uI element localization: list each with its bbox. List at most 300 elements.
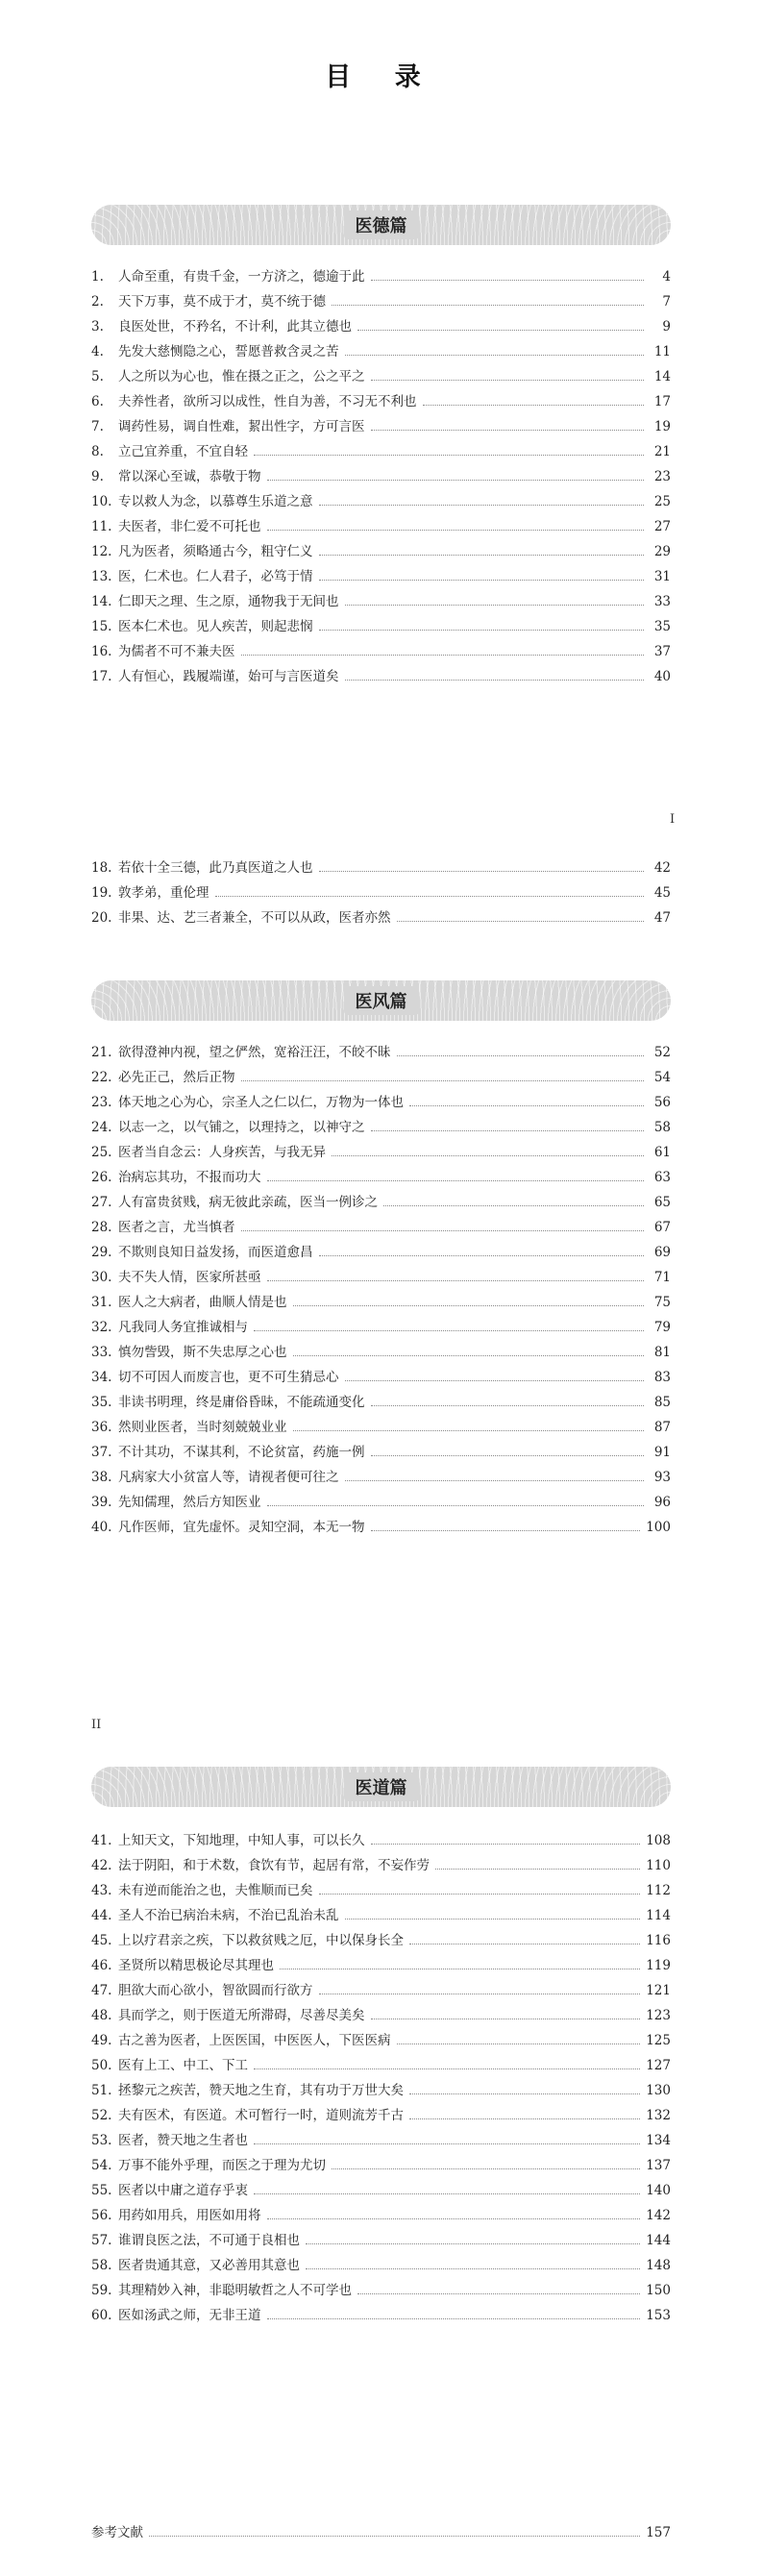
entry-number: 4. — [91, 344, 104, 359]
leader-dots — [267, 529, 645, 531]
references-label: 参考文献 — [91, 2525, 143, 2540]
toc-entry[interactable] — [91, 905, 671, 930]
entry-title: 医者，赞天地之生者也 — [118, 2133, 248, 2148]
entry-title: 胆欲大而心欲小，智欲圆而行欲方 — [118, 1983, 313, 1998]
toc-entry[interactable] — [91, 1390, 671, 1415]
entry-page: 144 — [646, 2233, 671, 2248]
entry-page: 79 — [653, 1320, 671, 1335]
entry-number: 39. — [91, 1495, 112, 1510]
leader-dots — [409, 2118, 640, 2119]
toc-entry[interactable] — [91, 2053, 671, 2078]
entry-title: 凡为医者，须略通古今，粗守仁义 — [118, 544, 313, 559]
section-heading: 医德篇 — [344, 211, 419, 239]
leader-dots — [254, 2192, 640, 2194]
entry-page: 33 — [653, 594, 671, 609]
entry-title: 不计其功，不谋其利，不论贫富，药施一例 — [118, 1445, 365, 1460]
toc-entry[interactable] — [91, 1065, 671, 1090]
toc-entry[interactable] — [91, 1040, 671, 1065]
section-heading: 医风篇 — [344, 986, 419, 1015]
entry-title: 法于阴阳，和于术数，食饮有节，起居有常，不妄作劳 — [118, 1858, 430, 1873]
entry-number: 52. — [91, 2108, 112, 2123]
entry-page: 134 — [646, 2133, 671, 2148]
toc-entry[interactable] — [91, 464, 671, 489]
leader-dots — [345, 1479, 645, 1481]
leader-dots — [332, 304, 644, 306]
leader-dots — [267, 1279, 645, 1281]
page-folio: II — [91, 1718, 102, 1732]
toc-entry[interactable] — [91, 489, 671, 514]
entry-title: 仁即天之理、生之原，通物我于无间也 — [118, 594, 339, 609]
leader-dots — [435, 1868, 640, 1870]
leader-dots — [332, 2167, 640, 2169]
entry-page: 153 — [646, 2308, 671, 2323]
entry-number: 40. — [91, 1520, 112, 1535]
entry-number: 9. — [91, 469, 104, 484]
entry-page: 4 — [662, 269, 671, 285]
entry-title: 若依十全三德，此乃真医道之人也 — [118, 860, 313, 876]
entry-page: 31 — [653, 569, 671, 584]
entry-page: 116 — [646, 1933, 671, 1948]
entry-title: 非读书明理，终是庸俗昏昧，不能疏通变化 — [118, 1395, 365, 1410]
entry-title: 夫不失人情，医家所甚亟 — [118, 1270, 261, 1285]
entry-page: 63 — [653, 1170, 671, 1185]
entry-page: 108 — [646, 1833, 671, 1848]
entry-title: 医者贵通其意，又必善用其意也 — [118, 2258, 300, 2273]
entry-title: 医者以中庸之道存乎衷 — [118, 2183, 248, 2198]
leader-dots — [319, 629, 645, 631]
toc-entry[interactable] — [91, 1240, 671, 1265]
toc-entry[interactable] — [91, 1953, 671, 1978]
toc-entry[interactable] — [91, 1165, 671, 1190]
leader-dots — [397, 920, 645, 922]
leader-dots — [371, 1529, 641, 1531]
entry-number: 41. — [91, 1833, 112, 1848]
entry-number: 8. — [91, 444, 104, 459]
page-title: 目 录 — [325, 62, 438, 92]
toc-entry[interactable] — [91, 289, 671, 314]
entry-title: 慎勿訾毁，斯不失忠厚之心也 — [118, 1345, 287, 1360]
toc-entry[interactable] — [91, 2228, 671, 2253]
leader-dots — [332, 1154, 644, 1156]
entry-page: 54 — [653, 1070, 671, 1085]
entry-page: 42 — [653, 860, 671, 876]
toc-entry[interactable] — [91, 439, 671, 464]
entry-number: 54. — [91, 2158, 112, 2173]
entry-title: 未有逆而能治之也，夫惟顺而已矣 — [118, 1883, 313, 1898]
entry-number: 38. — [91, 1470, 112, 1485]
toc-entry[interactable] — [91, 1853, 671, 1878]
leader-dots — [319, 1993, 641, 1994]
toc-entry[interactable] — [91, 1828, 671, 1853]
entry-number: 47. — [91, 1983, 112, 1998]
leader-dots — [149, 2535, 640, 2537]
entry-title: 医人之大病者，曲顺人情是也 — [118, 1295, 287, 1310]
entry-page: 52 — [653, 1045, 671, 1060]
toc-entry[interactable] — [91, 2003, 671, 2028]
leader-dots — [397, 1054, 645, 1056]
entry-page: 110 — [646, 1858, 671, 1873]
entry-number: 29. — [91, 1245, 112, 1260]
entry-number: 44. — [91, 1908, 112, 1923]
leader-dots — [254, 1329, 644, 1331]
entry-page: 47 — [653, 910, 671, 926]
toc-entry[interactable] — [91, 1903, 671, 1928]
entry-number: 55. — [91, 2183, 112, 2198]
leader-dots — [267, 1179, 645, 1181]
entry-number: 10. — [91, 494, 112, 509]
leader-dots — [345, 1918, 641, 1920]
entry-number: 42. — [91, 1858, 112, 1873]
entry-title: 医如汤武之师，无非王道 — [118, 2308, 261, 2323]
entry-title: 必先正己，然后正物 — [118, 1070, 235, 1085]
entry-number: 25. — [91, 1145, 112, 1160]
leader-dots — [397, 2043, 641, 2044]
toc-entry[interactable] — [91, 1140, 671, 1165]
toc-entry[interactable] — [91, 880, 671, 905]
entry-number: 32. — [91, 1320, 112, 1335]
references-page: 157 — [646, 2525, 671, 2540]
toc-entry[interactable] — [91, 339, 671, 364]
entry-title: 上以疗君亲之疾，下以救贫贱之厄，中以保身长全 — [118, 1933, 404, 1948]
toc-entry[interactable] — [91, 1340, 671, 1365]
entry-page: 112 — [646, 1883, 671, 1898]
entry-title: 然则业医者，当时刻兢兢业业 — [118, 1420, 287, 1435]
entry-number: 1. — [91, 269, 104, 285]
toc-entry[interactable] — [91, 2153, 671, 2178]
entry-page: 11 — [653, 344, 671, 359]
entry-number: 48. — [91, 2008, 112, 2023]
leader-dots — [409, 1943, 640, 1944]
toc-entry[interactable] — [91, 1928, 671, 1953]
entry-title: 用药如用兵，用医如用将 — [118, 2208, 261, 2223]
entry-title: 医有上工、中工、下工 — [118, 2058, 248, 2073]
leader-dots — [254, 2068, 640, 2069]
entry-number: 56. — [91, 2208, 112, 2223]
leader-dots — [357, 2292, 640, 2294]
entry-number: 33. — [91, 1345, 112, 1360]
entry-page: 56 — [653, 1095, 671, 1110]
page-folio: I — [670, 812, 676, 827]
entry-number: 51. — [91, 2083, 112, 2098]
leader-dots — [241, 1079, 645, 1081]
entry-page: 100 — [646, 1520, 671, 1535]
entry-page: 25 — [653, 494, 671, 509]
entry-title: 具而学之，则于医道无所滞碍，尽善尽美矣 — [118, 2008, 365, 2023]
entry-number: 30. — [91, 1270, 112, 1285]
toc-entry[interactable] — [91, 1878, 671, 1903]
toc-entry[interactable] — [91, 514, 671, 539]
entry-page: 27 — [653, 519, 671, 534]
entry-number: 2. — [91, 294, 104, 310]
leader-dots — [280, 1968, 640, 1969]
leader-dots — [371, 1843, 641, 1845]
toc-entry[interactable] — [91, 1290, 671, 1315]
toc-entry[interactable] — [91, 1365, 671, 1390]
entry-number: 45. — [91, 1933, 112, 1948]
toc-entry[interactable] — [91, 2278, 671, 2303]
leader-dots — [319, 1893, 641, 1895]
entry-number: 5. — [91, 369, 104, 384]
toc-entry[interactable] — [91, 1315, 671, 1340]
toc-entry[interactable] — [91, 2103, 671, 2128]
entry-page: 65 — [653, 1195, 671, 1210]
entry-title: 欲得澄神内视，望之俨然，宽裕汪汪，不皎不昧 — [118, 1045, 391, 1060]
entry-number: 17. — [91, 669, 112, 684]
entry-title: 医，仁术也。仁人君子，必笃于情 — [118, 569, 313, 584]
entry-title: 谁谓良医之法，不可通于良相也 — [118, 2233, 300, 2248]
leader-dots — [345, 354, 645, 356]
entry-number: 20. — [91, 910, 112, 926]
entry-title: 凡作医师，宜先虚怀。灵知空洞，本无一物 — [118, 1520, 365, 1535]
entry-page: 75 — [653, 1295, 671, 1310]
entry-page: 125 — [646, 2033, 671, 2048]
entry-page: 85 — [653, 1395, 671, 1410]
leader-dots — [371, 1404, 645, 1406]
leader-dots — [319, 579, 645, 581]
toc-entry[interactable] — [91, 389, 671, 414]
entry-title: 夫养性者，欲所习以成性，性自为善，不习无不利也 — [118, 394, 417, 409]
entry-page: 61 — [653, 1145, 671, 1160]
leader-dots — [409, 1104, 644, 1106]
leader-dots — [293, 1429, 645, 1431]
toc-entry[interactable] — [91, 2178, 671, 2203]
section-banner-yifeng — [91, 980, 671, 1021]
entry-page: 83 — [653, 1370, 671, 1385]
leader-dots — [306, 2267, 640, 2269]
entry-page: 23 — [653, 469, 671, 484]
entry-page: 9 — [662, 319, 671, 334]
entry-number: 27. — [91, 1195, 112, 1210]
toc-list-yide — [91, 264, 671, 689]
entry-title: 圣贤所以精思极论尽其理也 — [118, 1958, 274, 1973]
toc-entry[interactable] — [91, 2303, 671, 2328]
entry-title: 医本仁术也。见人疾苦，则起悲悯 — [118, 619, 313, 634]
entry-title: 人有恒心，践履端谨，始可与言医道矣 — [118, 669, 339, 684]
toc-entry[interactable] — [91, 614, 671, 639]
entry-number: 28. — [91, 1220, 112, 1235]
toc-entry[interactable] — [91, 1090, 671, 1115]
toc-entry[interactable] — [91, 364, 671, 389]
toc-entry[interactable] — [91, 1265, 671, 1290]
leader-dots — [241, 1229, 645, 1231]
entry-number: 12. — [91, 544, 112, 559]
leader-dots — [293, 1304, 645, 1306]
entry-title: 万事不能外乎理，而医之于理为尤切 — [118, 2158, 326, 2173]
leader-dots — [345, 679, 645, 681]
toc-entry[interactable] — [91, 1978, 671, 2003]
entry-page: 17 — [653, 394, 671, 409]
leader-dots — [371, 379, 645, 381]
entry-number: 18. — [91, 860, 112, 876]
entry-number: 58. — [91, 2258, 112, 2273]
entry-page: 35 — [653, 619, 671, 634]
entry-number: 60. — [91, 2308, 112, 2323]
leader-dots — [371, 2018, 641, 2019]
section-banner-yide — [91, 205, 671, 245]
entry-page: 7 — [662, 294, 671, 310]
entry-number: 21. — [91, 1045, 112, 1060]
leader-dots — [371, 1129, 645, 1131]
entry-page: 14 — [653, 369, 671, 384]
entry-title: 良医处世，不矜名，不计利，此其立德也 — [118, 319, 352, 334]
leader-dots — [241, 654, 645, 656]
entry-page: 69 — [653, 1245, 671, 1260]
entry-page: 91 — [653, 1445, 671, 1460]
entry-title: 先知儒理，然后方知医业 — [118, 1495, 261, 1510]
entry-page: 71 — [653, 1270, 671, 1285]
entry-page: 132 — [646, 2108, 671, 2123]
toc-entry[interactable] — [91, 2078, 671, 2103]
entry-title: 非果、达、艺三者兼全，不可以从政，医者亦然 — [118, 910, 391, 926]
toc-entry[interactable] — [91, 639, 671, 664]
entry-number: 16. — [91, 644, 112, 659]
entry-title: 切不可因人而废言也，更不可生猜忌心 — [118, 1370, 339, 1385]
toc-entry[interactable] — [91, 2203, 671, 2228]
entry-number: 13. — [91, 569, 112, 584]
toc-entry[interactable] — [91, 1440, 671, 1465]
entry-title: 敦孝弟，重伦理 — [118, 885, 209, 901]
leader-dots — [293, 1354, 645, 1356]
toc-entry[interactable] — [91, 1115, 671, 1140]
entry-title: 天下万事，莫不成于才，莫不统于德 — [118, 294, 326, 310]
entry-number: 24. — [91, 1120, 112, 1135]
entry-title: 为儒者不可不兼夫医 — [118, 644, 235, 659]
entry-number: 59. — [91, 2283, 112, 2298]
entry-page: 123 — [646, 2008, 671, 2023]
entry-title: 专以救人为念，以慕尊生乐道之意 — [118, 494, 313, 509]
entry-number: 7. — [91, 419, 104, 434]
entry-number: 36. — [91, 1420, 112, 1435]
entry-number: 15. — [91, 619, 112, 634]
entry-number: 43. — [91, 1883, 112, 1898]
entry-number: 31. — [91, 1295, 112, 1310]
toc-entry[interactable] — [91, 664, 671, 689]
entry-title: 圣人不治已病治未病，不治已乱治未乱 — [118, 1908, 339, 1923]
entry-page: 127 — [646, 2058, 671, 2073]
entry-number: 46. — [91, 1958, 112, 1973]
entry-number: 11. — [91, 519, 112, 534]
leader-dots — [267, 1504, 645, 1506]
entry-page: 19 — [653, 419, 671, 434]
leader-dots — [267, 2217, 641, 2219]
toc-entry[interactable] — [91, 1490, 671, 1515]
entry-title: 夫有医术，有医道。术可暂行一时，道则流芳千古 — [118, 2108, 404, 2123]
entry-page: 121 — [646, 1983, 671, 1998]
entry-number: 37. — [91, 1445, 112, 1460]
entry-page: 45 — [653, 885, 671, 901]
entry-title: 体天地之心为心，宗圣人之仁以仁，万物为一体也 — [118, 1095, 404, 1110]
entry-page: 130 — [646, 2083, 671, 2098]
entry-title: 立己宜养重，不宜自轻 — [118, 444, 248, 459]
entry-page: 81 — [653, 1345, 671, 1360]
entry-number: 49. — [91, 2033, 112, 2048]
entry-page: 67 — [653, 1220, 671, 1235]
references-entry[interactable] — [91, 2520, 671, 2545]
entry-title: 其理精妙入神，非聪明敏哲之人不可学也 — [118, 2283, 352, 2298]
toc-entry[interactable] — [91, 855, 671, 880]
toc-entry[interactable] — [91, 414, 671, 439]
entry-title: 人有富贵贫贱，病无彼此亲疏，医当一例诊之 — [118, 1195, 378, 1210]
entry-number: 3. — [91, 319, 104, 334]
toc-entry[interactable] — [91, 1190, 671, 1215]
entry-title: 医者之言，尤当慎者 — [118, 1220, 235, 1235]
entry-page: 114 — [646, 1908, 671, 1923]
entry-page: 29 — [653, 544, 671, 559]
toc-list-yidao — [91, 1828, 671, 2328]
toc-entry[interactable] — [91, 264, 671, 289]
toc-entry[interactable] — [91, 1515, 671, 1540]
section-heading: 医道篇 — [344, 1772, 419, 1801]
references-list — [91, 2520, 671, 2545]
leader-dots — [357, 329, 644, 331]
entry-title: 拯黎元之疾苦，赞天地之生育，其有功于万世大矣 — [118, 2083, 404, 2098]
leader-dots — [254, 2143, 640, 2144]
toc-entry[interactable] — [91, 1415, 671, 1440]
leader-dots — [319, 504, 645, 506]
entry-title: 人命至重，有贵千金，一方济之，德逾于此 — [118, 269, 365, 285]
leader-dots — [423, 404, 645, 406]
entry-page: 58 — [653, 1120, 671, 1135]
entry-page: 93 — [653, 1470, 671, 1485]
toc-entry[interactable] — [91, 539, 671, 564]
toc-list-yifeng — [91, 1040, 671, 1540]
leader-dots — [371, 279, 645, 281]
entry-number: 57. — [91, 2233, 112, 2248]
toc-entry[interactable] — [91, 1215, 671, 1240]
entry-page: 140 — [646, 2183, 671, 2198]
entry-title: 治病忘其功，不报而功大 — [118, 1170, 261, 1185]
toc-entry[interactable] — [91, 314, 671, 339]
entry-page: 148 — [646, 2258, 671, 2273]
entry-page: 150 — [646, 2283, 671, 2298]
entry-title: 夫医者，非仁爱不可托也 — [118, 519, 261, 534]
entry-number: 19. — [91, 885, 112, 901]
entry-number: 50. — [91, 2058, 112, 2073]
leader-dots — [409, 2093, 640, 2094]
leader-dots — [267, 2317, 641, 2319]
toc-entry[interactable] — [91, 589, 671, 614]
leader-dots — [319, 554, 645, 556]
entry-title: 调药性易，调自性难，絜出性字，方可言医 — [118, 419, 365, 434]
entry-title: 凡病家大小贫富人等，请视者便可往之 — [118, 1470, 339, 1485]
leader-dots — [254, 454, 644, 456]
entry-number: 53. — [91, 2133, 112, 2148]
entry-number: 26. — [91, 1170, 112, 1185]
entry-title: 上知天文，下知地理，中知人事，可以长久 — [118, 1833, 365, 1848]
leader-dots — [319, 870, 645, 872]
leader-dots — [383, 1204, 644, 1206]
toc-entry[interactable] — [91, 2128, 671, 2153]
entry-number: 22. — [91, 1070, 112, 1085]
section-banner-yidao — [91, 1767, 671, 1807]
leader-dots — [371, 429, 645, 431]
entry-number: 6. — [91, 394, 104, 409]
entry-page: 142 — [646, 2208, 671, 2223]
toc-entry[interactable] — [91, 2253, 671, 2278]
leader-dots — [306, 2242, 640, 2244]
toc-entry[interactable] — [91, 1465, 671, 1490]
entry-title: 古之善为医者，上医医国，中医医人，下医医病 — [118, 2033, 391, 2048]
entry-page: 37 — [653, 644, 671, 659]
entry-page: 21 — [653, 444, 671, 459]
toc-entry[interactable] — [91, 564, 671, 589]
toc-list-yide-continued — [91, 855, 671, 930]
leader-dots — [345, 1379, 645, 1381]
entry-page: 87 — [653, 1420, 671, 1435]
entry-page: 96 — [653, 1495, 671, 1510]
toc-entry[interactable] — [91, 2028, 671, 2053]
leader-dots — [345, 604, 645, 606]
